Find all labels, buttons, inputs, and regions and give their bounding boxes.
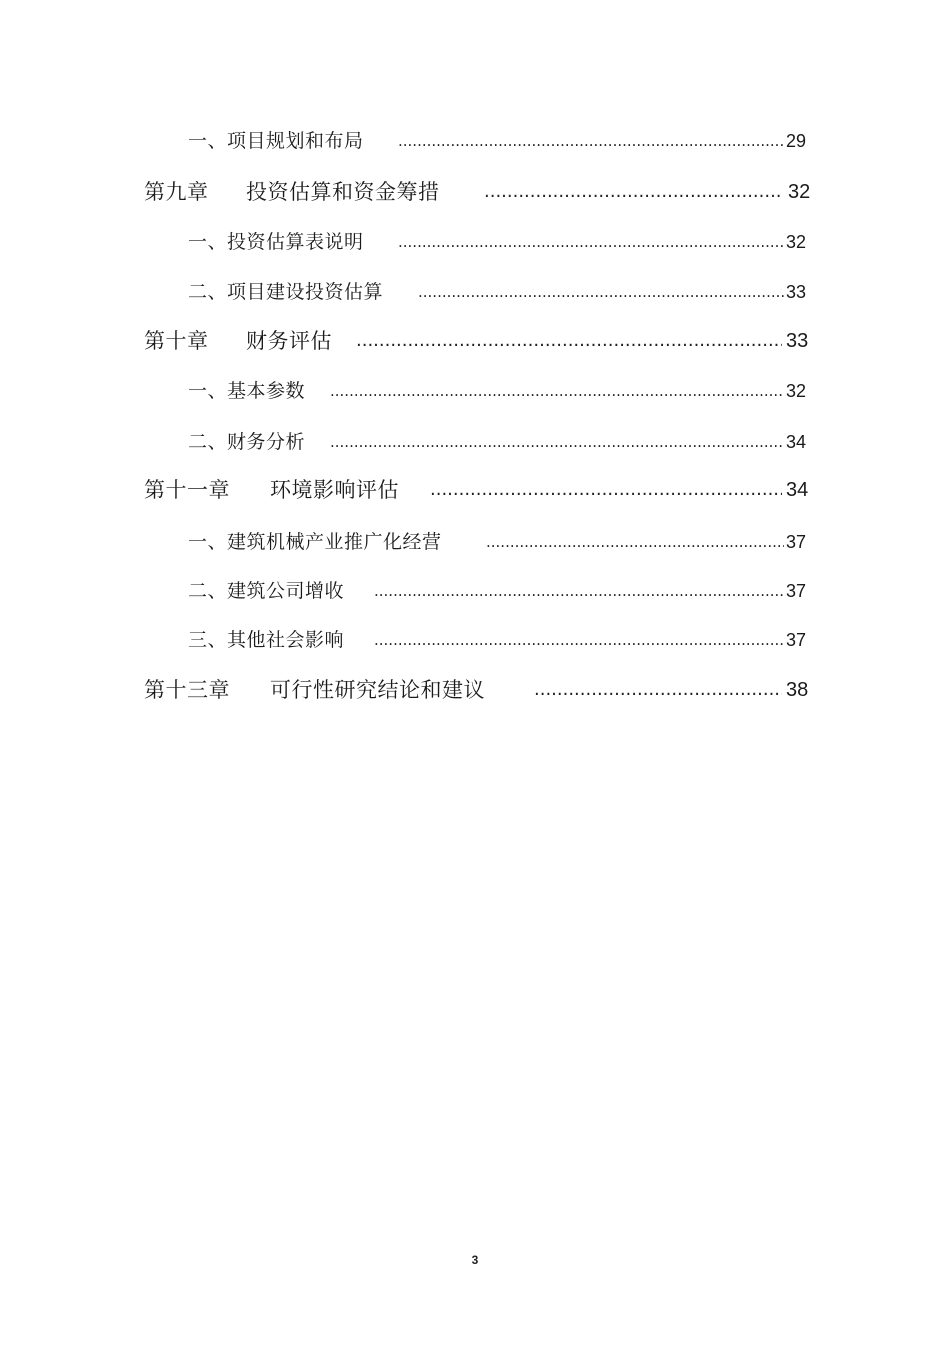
toc-leader	[330, 376, 784, 406]
toc-entry[interactable]	[0, 625, 950, 655]
toc-entry-title: 二、财务分析	[188, 431, 306, 453]
toc-entry-title: 一、投资估算表说明	[188, 231, 364, 253]
toc-leader	[486, 527, 784, 557]
toc-entry-title: 一、建筑机械产业推广化经营	[188, 531, 442, 553]
toc-entry[interactable]	[0, 326, 950, 356]
chapter-number: 第九章	[144, 180, 209, 204]
toc-entry-title	[144, 475, 399, 505]
toc-entry-title: 三、其他社会影响	[188, 629, 345, 651]
toc-entry[interactable]	[0, 427, 950, 457]
toc-leader	[430, 475, 782, 505]
toc-entry-title: 二、项目建设投资估算	[188, 281, 384, 303]
toc-entry[interactable]	[0, 576, 950, 606]
toc-leader	[398, 227, 784, 257]
toc-entry-title: 一、项目规划和布局	[188, 130, 364, 152]
toc-entry-title	[144, 177, 440, 207]
toc-entry-page: 37	[786, 581, 807, 601]
toc-entry-page: 32	[786, 381, 807, 401]
chapter-number: 第十三章	[144, 678, 230, 702]
toc-leader	[356, 326, 782, 356]
toc-entry[interactable]	[0, 177, 950, 207]
toc-entry[interactable]	[0, 527, 950, 557]
toc-entry-page: 33	[786, 282, 807, 302]
chapter-label: 投资估算和资金筹措	[246, 180, 440, 204]
toc-leader	[418, 277, 784, 307]
toc-leader	[484, 177, 782, 207]
toc-entry-page: 37	[786, 532, 807, 552]
toc-entry-page: 37	[786, 630, 807, 650]
chapter-number: 第十章	[144, 329, 209, 353]
toc-entry[interactable]	[0, 675, 950, 705]
toc-entry-page: 29	[786, 131, 807, 151]
toc-leader	[534, 675, 782, 705]
toc-entry[interactable]	[0, 227, 950, 257]
toc-entry[interactable]	[0, 277, 950, 307]
toc-entry-title	[144, 675, 485, 705]
toc-leader	[374, 625, 784, 655]
toc-entry[interactable]	[0, 376, 950, 406]
toc-entry-page: 34	[786, 479, 809, 501]
chapter-label: 环境影响评估	[270, 478, 399, 502]
toc-entry[interactable]	[0, 475, 950, 505]
toc-entry-page: 38	[786, 679, 809, 701]
toc-entry-page: 33	[786, 330, 809, 352]
toc-entry-page: 32	[788, 181, 811, 203]
toc-entry[interactable]	[0, 126, 950, 156]
chapter-number: 第十一章	[144, 478, 230, 502]
toc-entry-page: 34	[786, 432, 807, 452]
chapter-label: 可行性研究结论和建议	[270, 678, 485, 702]
page-number: 3	[471, 1253, 479, 1267]
chapter-label: 财务评估	[246, 329, 332, 353]
toc-entry-title: 二、建筑公司增收	[188, 580, 345, 602]
toc-leader	[330, 427, 784, 457]
toc-leader	[374, 576, 784, 606]
toc-leader	[398, 126, 784, 156]
toc-entry-title: 一、基本参数	[188, 380, 306, 402]
toc-entry-title	[144, 326, 332, 356]
toc-entry-page: 32	[786, 232, 807, 252]
